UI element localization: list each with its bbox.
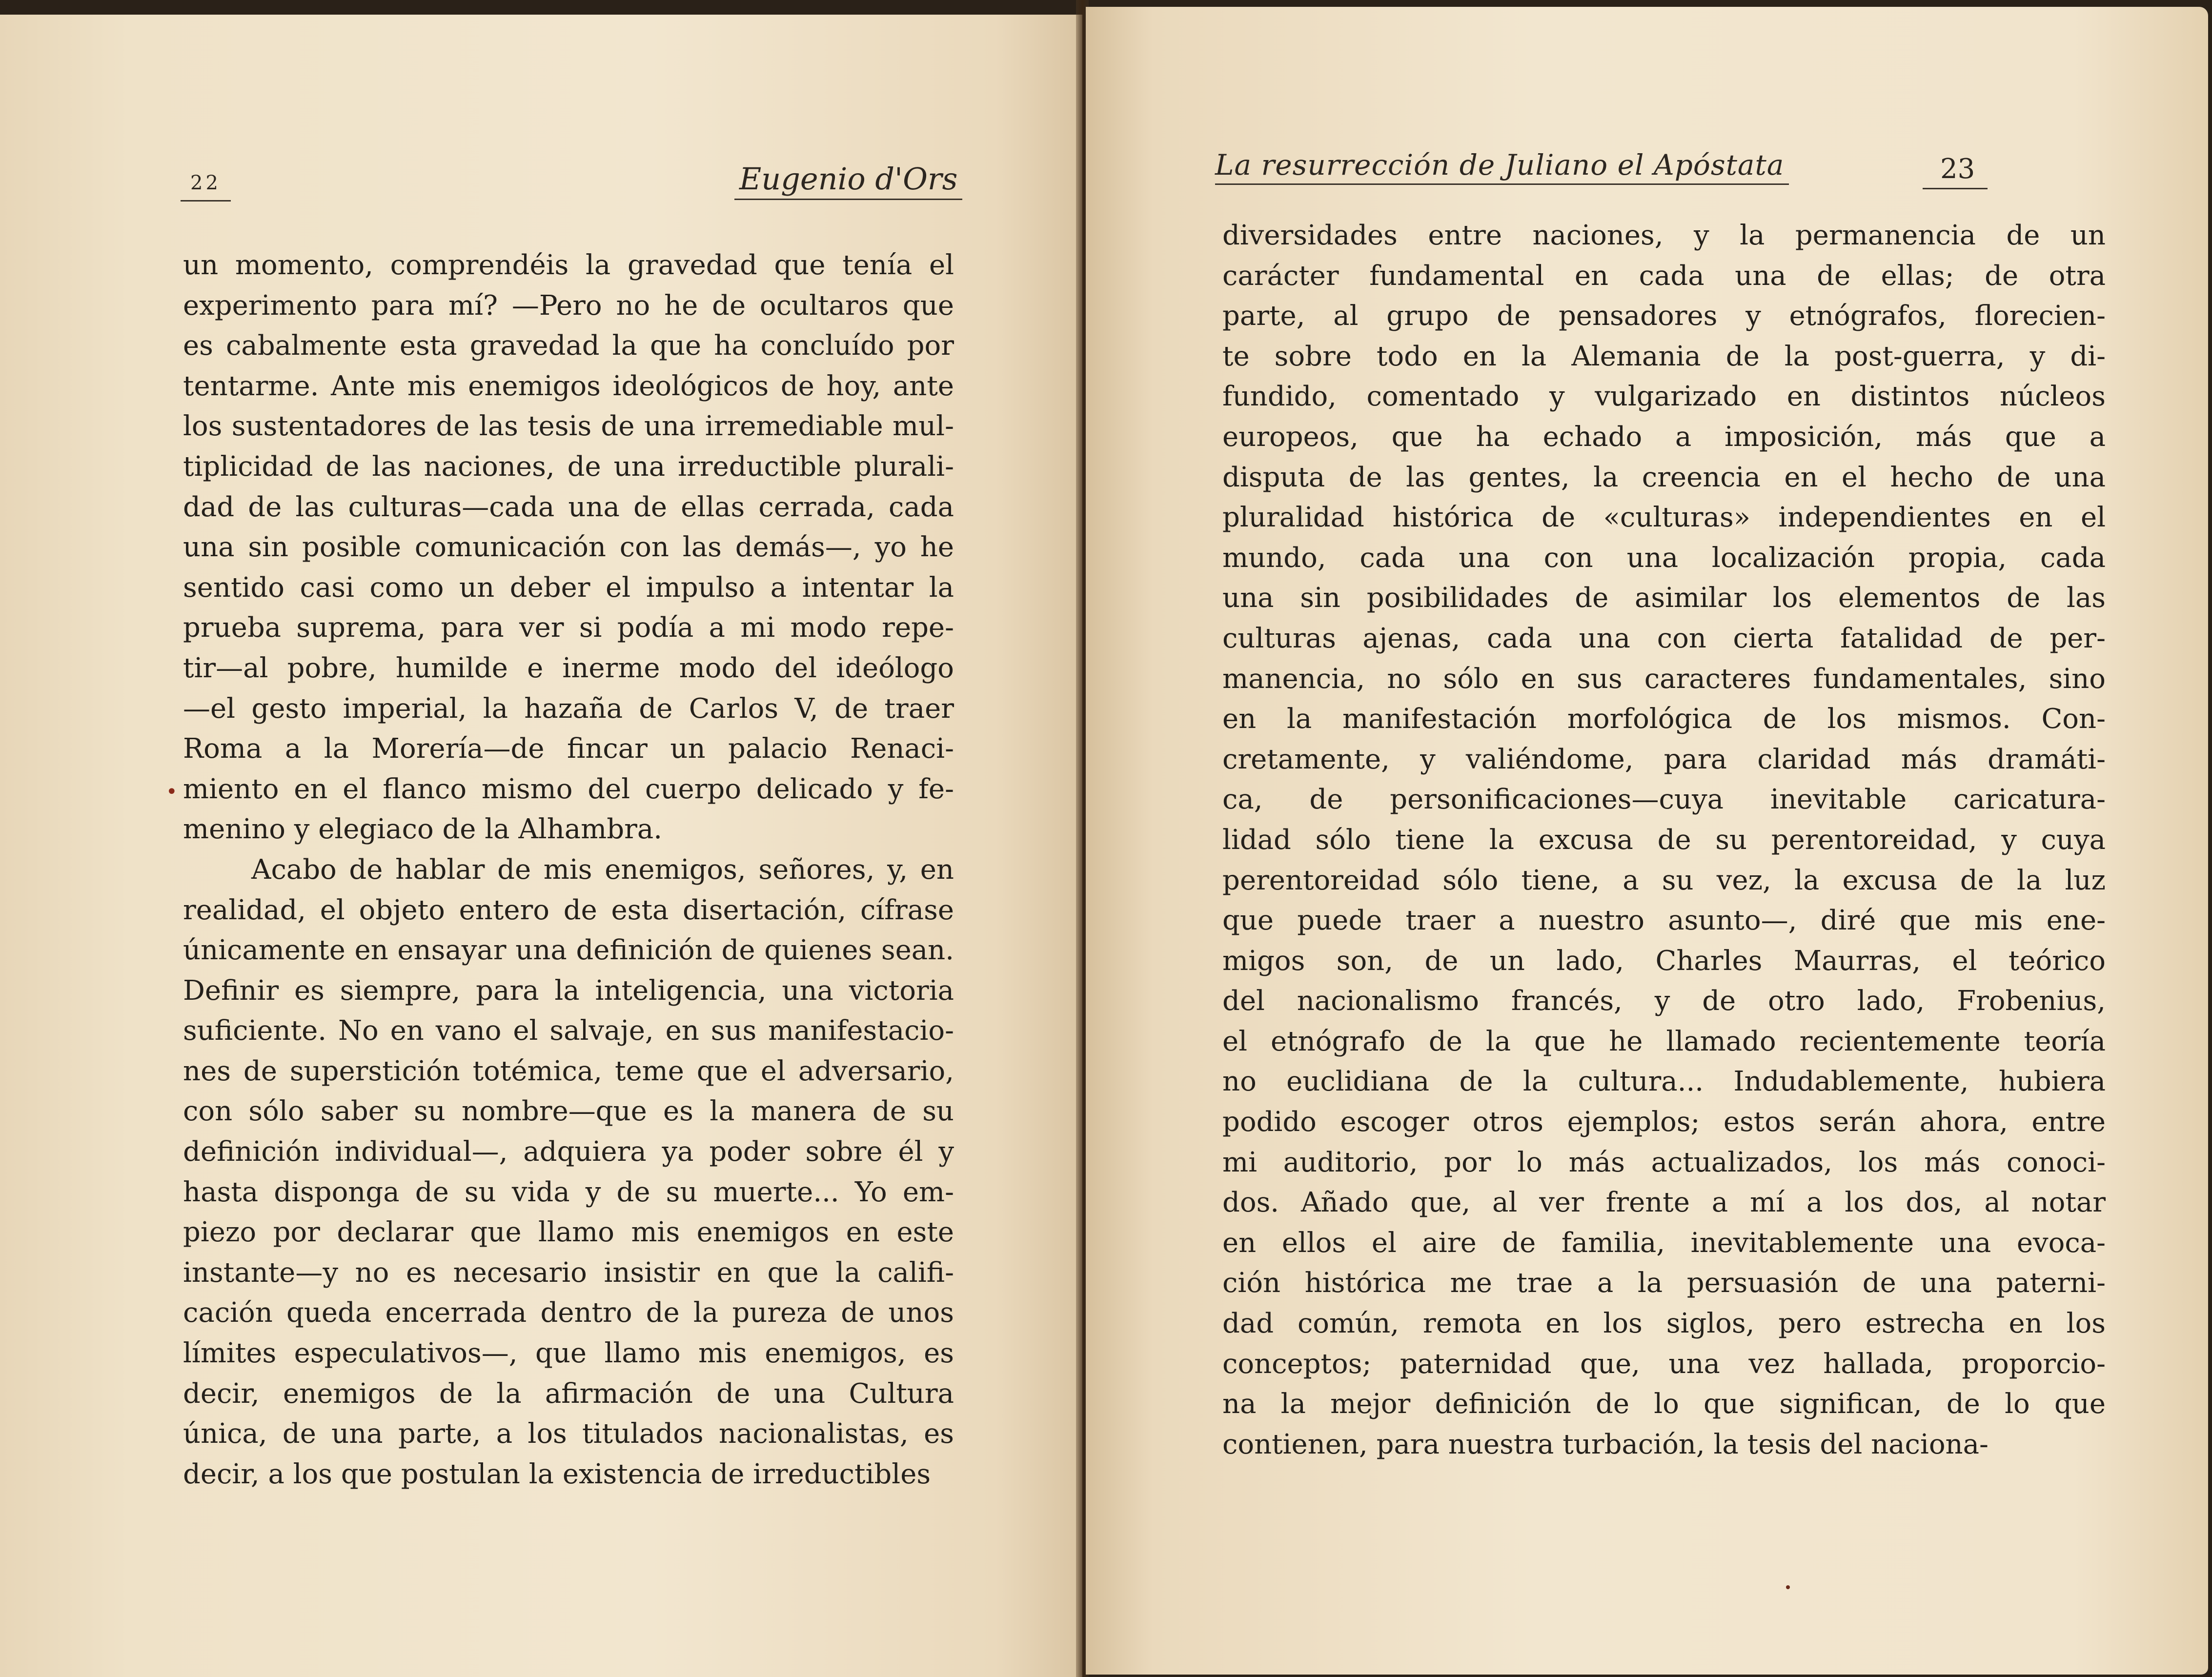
- right-page-text: [1222, 216, 2106, 1465]
- text-line: realidad, el objeto entero de esta disertación, cífrase: [183, 894, 954, 926]
- text-line: es cabalmente esta gravedad la que ha concluído por: [183, 330, 954, 362]
- text-line: cación queda encerrada dentro de la pureza de unos: [183, 1297, 954, 1329]
- text-line: culturas ajenas, cada una con cierta fatalidad de per-: [1222, 622, 2106, 654]
- text-line: un momento, comprendéis la gravedad que tenía el: [183, 249, 954, 281]
- text-line: parte, al grupo de pensadores y etnógrafos, florecien-: [1222, 300, 2106, 332]
- text-line: carácter fundamental en cada una de ellas; de otra: [1222, 260, 2106, 292]
- text-line: en ellos el aire de familia, inevitablemente una evoca-: [1222, 1227, 2106, 1259]
- text-line: no euclidiana de la cultura... Indudablemente, hubiera: [1222, 1066, 2106, 1098]
- text-line: —el gesto imperial, la hazaña de Carlos V, de traer: [183, 692, 954, 725]
- text-line: miento en el flanco mismo del cuerpo delicado y fe-: [183, 773, 954, 805]
- text-line: únicamente en ensayar una definición de quienes sean.: [183, 934, 954, 967]
- text-line: ción histórica me trae a la persuasión de una paterni-: [1222, 1267, 2106, 1299]
- text-line: el etnógrafo de la que he llamado recientemente teoría: [1222, 1025, 2106, 1057]
- text-line: hasta disponga de su vida y de su muerte... Yo em-: [183, 1176, 954, 1208]
- text-line: migos son, de un lado, Charles Maurras, el teórico: [1222, 945, 2106, 977]
- text-line: conceptos; paternidad que, una vez hallada, proporcio-: [1222, 1348, 2106, 1380]
- text-line: definición individual—, adquiera ya poder sobre él y: [183, 1136, 954, 1168]
- text-line: decir, a los que postulan la existencia de irreductibles: [183, 1458, 931, 1490]
- text-line: en la manifestación morfológica de los mismos. Con-: [1222, 703, 2106, 735]
- text-line: piezo por declarar que llamo mis enemigos en este: [183, 1216, 954, 1249]
- text-line: prueba suprema, para ver si podía a mi modo repe-: [183, 612, 954, 644]
- text-line: ca, de personificaciones—cuya inevitable caricatura-: [1222, 784, 2106, 816]
- text-line: una sin posibilidades de asimilar los elementos de las: [1222, 582, 2106, 614]
- text-line: del nacionalismo francés, y de otro lado, Frobenius,: [1222, 985, 2106, 1017]
- text-line: Roma a la Morería—de fincar un palacio Renaci-: [183, 733, 954, 765]
- text-line: que puede traer a nuestro asunto—, diré que mis ene-: [1222, 905, 2106, 937]
- text-line: Definir es siempre, para la inteligencia, una victoria: [183, 974, 954, 1007]
- page-number-left: 22: [181, 172, 231, 202]
- text-line: los sustentadores de las tesis de una irremediable mul-: [183, 410, 954, 443]
- text-line: te sobre todo en la Alemania de la post-guerra, y di-: [1222, 340, 2106, 372]
- right-page: [1086, 7, 2208, 1675]
- text-line: diversidades entre naciones, y la permanencia de un: [1222, 220, 2106, 251]
- text-line: cretamente, y valiéndome, para claridad más dramáti-: [1222, 743, 2106, 775]
- text-line: dos. Añado que, al ver frente a mí a los dos, al notar: [1222, 1187, 2106, 1219]
- text-line: lidad sólo tiene la excusa de su perentoreidad, y cuya: [1222, 824, 2106, 856]
- text-line: podido escoger otros ejemplos; estos serán ahora, entre: [1222, 1106, 2106, 1138]
- text-line: tir—al pobre, humilde e inerme modo del ideólogo: [183, 652, 954, 684]
- text-line: sentido casi como un deber el impulso a intentar la: [183, 571, 954, 604]
- text-line: instante—y no es necesario insistir en que la califi-: [183, 1256, 954, 1289]
- text-line: límites especulativos—, que llamo mis enemigos, es: [183, 1337, 954, 1370]
- page-number-right: 23: [1923, 153, 1988, 189]
- text-line: con sólo saber su nombre—que es la manera de su: [183, 1095, 954, 1128]
- text-line: tentarme. Ante mis enemigos ideológicos de hoy, ante: [183, 370, 954, 402]
- running-head-right: La resurrección de Juliano el Apóstata: [1215, 148, 1789, 185]
- text-line: mundo, cada una con una localización propia, cada: [1222, 542, 2106, 574]
- text-line: na la mejor definición de lo que significan, de lo que: [1222, 1388, 2106, 1420]
- text-line: experimento para mí? —Pero no he de ocultaros que: [183, 289, 954, 322]
- running-head-left: Eugenio d'Ors: [734, 161, 962, 200]
- left-page-text: [183, 245, 954, 1495]
- text-line: una sin posible comunicación con las demás—, yo he: [183, 531, 954, 564]
- text-line: suficiente. No en vano el salvaje, en sus manifestacio-: [183, 1015, 954, 1047]
- text-line: Acabo de hablar de mis enemigos, señores, y, en: [251, 853, 954, 886]
- text-line: europeos, que ha echado a imposición, más que a: [1222, 421, 2106, 453]
- margin-mark: •: [166, 781, 178, 803]
- text-line: menino y elegiaco de la Alhambra.: [183, 813, 663, 846]
- left-page: [0, 15, 1082, 1677]
- text-line: pluralidad histórica de «culturas» independientes en el: [1222, 502, 2106, 534]
- paper-speck: [1786, 1585, 1790, 1589]
- text-line: manencia, no sólo en sus caracteres fundamentales, sino: [1222, 663, 2106, 695]
- text-line: dad común, remota en los siglos, pero estrecha en los: [1222, 1308, 2106, 1340]
- text-line: nes de superstición totémica, teme que el adversario,: [183, 1055, 954, 1087]
- text-line: contienen, para nuestra turbación, la tesis del naciona-: [1222, 1428, 1989, 1460]
- text-line: perentoreidad sólo tiene, a su vez, la excusa de la luz: [1222, 864, 2106, 896]
- text-line: fundido, comentado y vulgarizado en distintos núcleos: [1222, 381, 2106, 413]
- text-line: dad de las culturas—cada una de ellas cerrada, cada: [183, 491, 954, 523]
- text-line: decir, enemigos de la afirmación de una Cultura: [183, 1377, 954, 1410]
- text-line: mi auditorio, por lo más actualizados, los más conoci-: [1222, 1146, 2106, 1178]
- text-line: disputa de las gentes, la creencia en el hecho de una: [1222, 461, 2106, 493]
- text-line: única, de una parte, a los titulados nacionalistas, es: [183, 1418, 954, 1450]
- text-line: tiplicidad de las naciones, de una irreductible plurali-: [183, 450, 954, 483]
